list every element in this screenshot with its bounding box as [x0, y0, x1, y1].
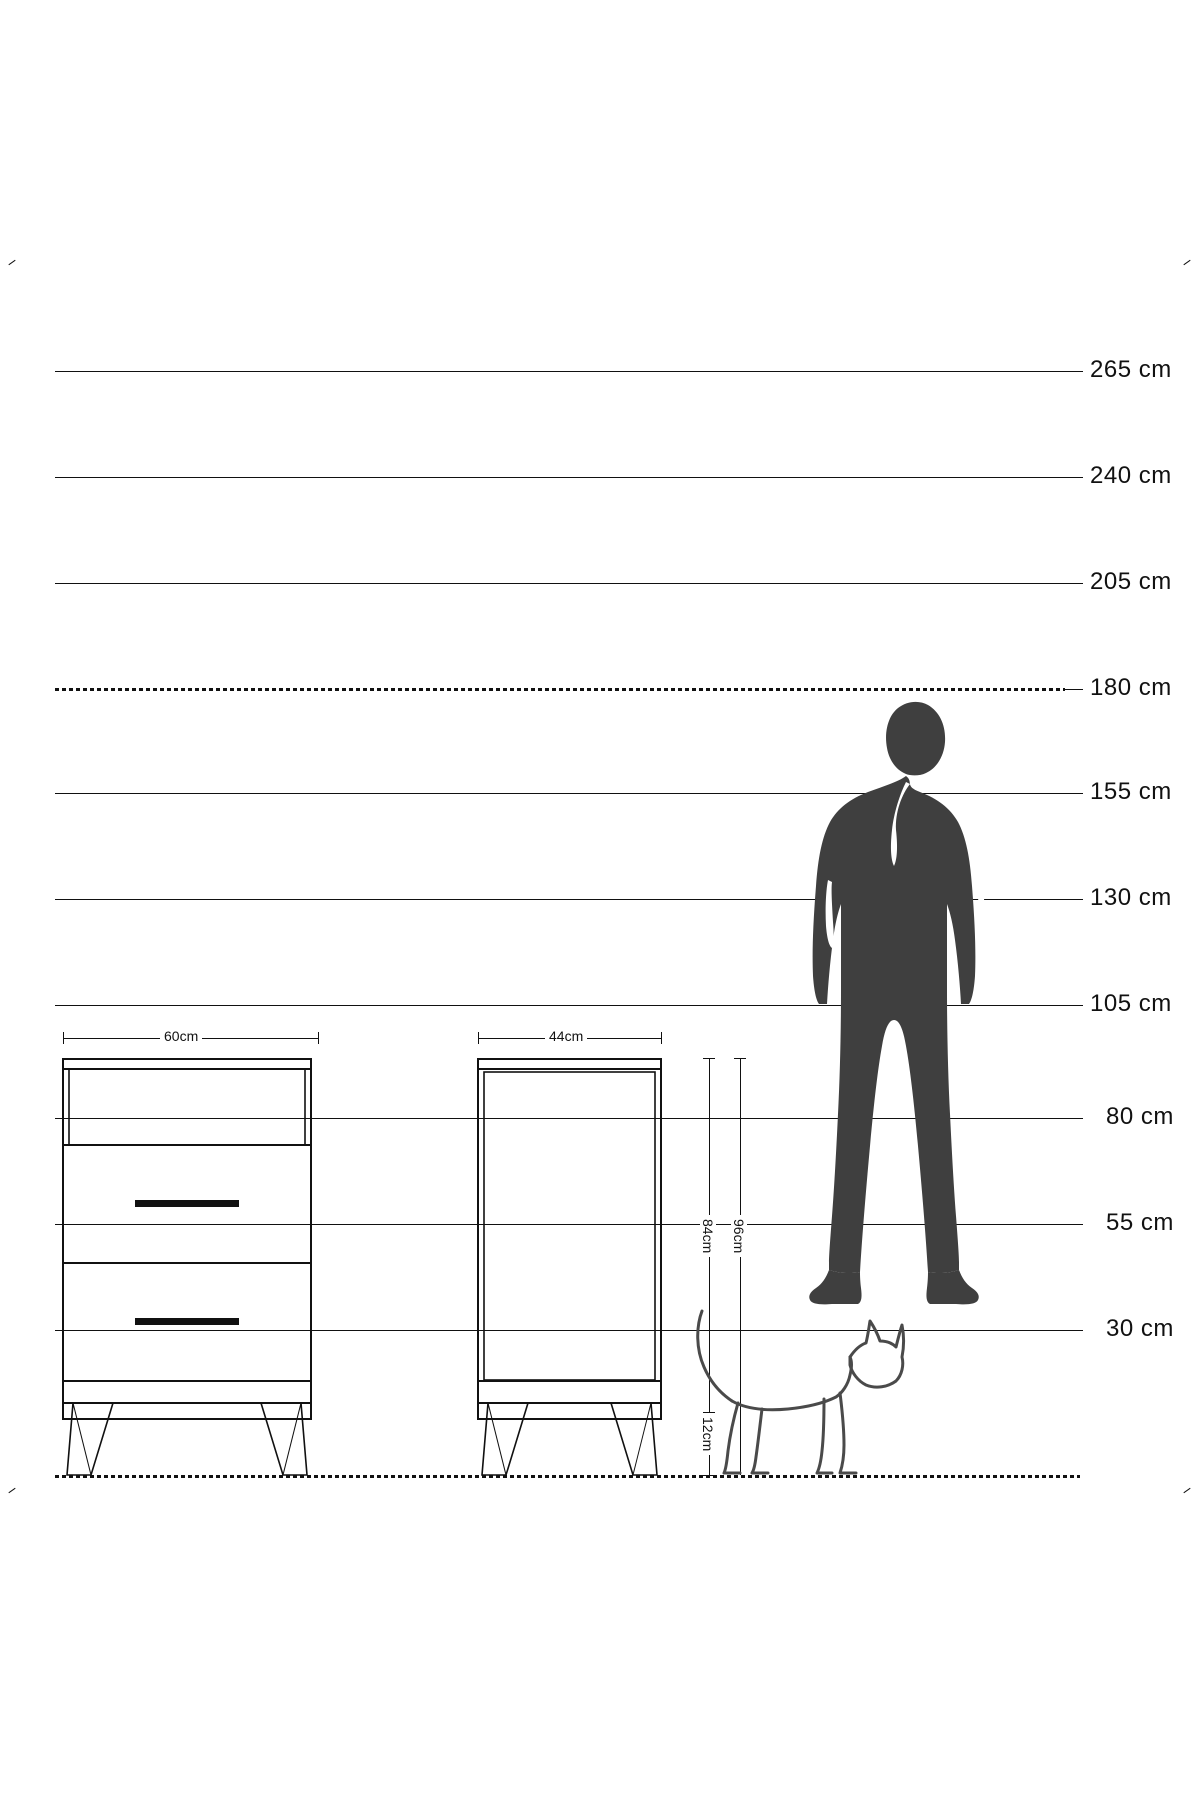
scale-label-265: 265 cm — [1090, 356, 1172, 383]
dimension-label-84cm: 84cm — [700, 1215, 716, 1257]
scale-label-105: 105 cm — [1090, 990, 1172, 1017]
two-drawer-nightstand[interactable] — [55, 1040, 345, 1540]
dimension-label-96cm: 96cm — [731, 1215, 747, 1257]
dimension-label-12cm: 12cm — [700, 1413, 716, 1455]
cat-silhouette — [690, 1305, 910, 1485]
scale-label-240: 240 cm — [1090, 462, 1172, 489]
dimension-cap-96cm-top — [734, 1058, 746, 1059]
corner-mark-top-right — [1183, 260, 1190, 265]
scale-tick-240 — [1065, 477, 1083, 478]
corner-mark-top-left — [8, 260, 15, 265]
scale-label-205: 205 cm — [1090, 568, 1172, 595]
dimension-label-44cm: 44cm — [545, 1028, 587, 1044]
corner-mark-bottom-right — [1183, 1488, 1190, 1493]
dimension-cap-84cm-top — [703, 1058, 715, 1059]
scale-tick-205 — [1065, 583, 1083, 584]
dimension-label-60cm: 60cm — [160, 1028, 202, 1044]
scale-line-265 — [55, 371, 1065, 372]
scale-label-155: 155 cm — [1090, 778, 1172, 805]
scale-label-130: 130 cm — [1090, 884, 1172, 911]
scale-line-240 — [55, 477, 1065, 478]
scale-label-180: 180 cm — [1090, 674, 1172, 701]
corner-mark-bottom-left — [8, 1488, 15, 1493]
scale-label-80: 80 cm — [1106, 1103, 1174, 1130]
scale-line-205 — [55, 583, 1065, 584]
scale-label-30: 30 cm — [1106, 1315, 1174, 1342]
scale-tick-265 — [1065, 371, 1083, 372]
tall-cabinet[interactable] — [470, 1040, 700, 1540]
scale-label-55: 55 cm — [1106, 1209, 1174, 1236]
